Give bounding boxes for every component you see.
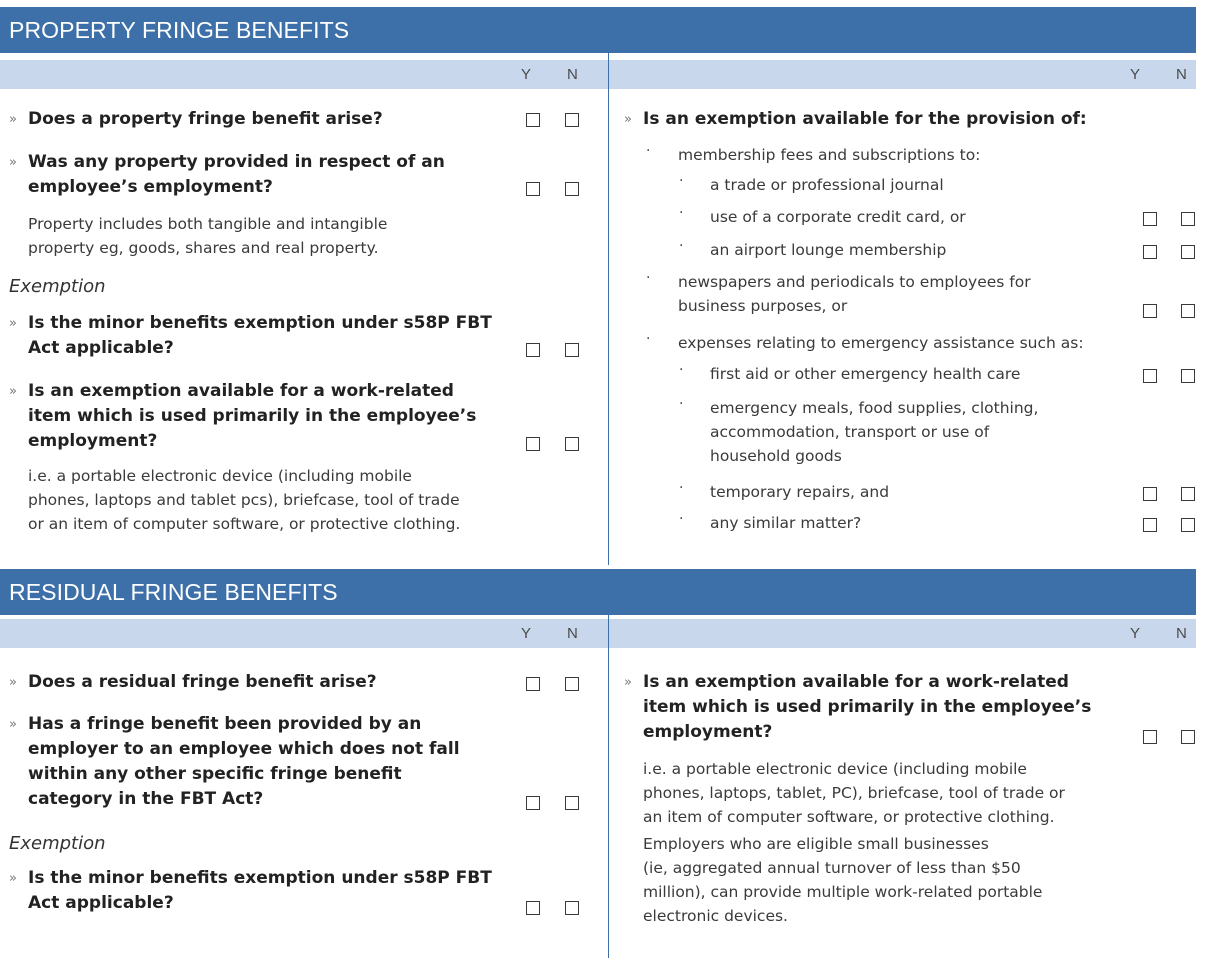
item-emergency-expenses: expenses relating to emergency assistance such as:: [678, 334, 1084, 352]
chevron-icon: »: [9, 675, 17, 690]
property-note: Property includes both tangible and intangible property eg, goods, shares and real property.: [28, 215, 388, 257]
checkbox-yes[interactable]: [526, 182, 540, 196]
bullet-icon: ·: [679, 511, 684, 527]
checkbox-yes[interactable]: [1143, 245, 1157, 259]
checkbox-no[interactable]: [1181, 212, 1195, 226]
item-similar-matter: any similar matter?: [710, 514, 862, 532]
checkbox-no[interactable]: [1181, 487, 1195, 501]
no-header-left: N: [567, 625, 578, 642]
chevron-icon: »: [624, 112, 632, 127]
item-first-aid: first aid or other emergency health care: [710, 365, 1021, 383]
chevron-icon: »: [9, 871, 17, 886]
chevron-icon: »: [9, 112, 17, 127]
question-property-provided: Was any property provided in respect of an employee’s employment?: [28, 152, 445, 197]
work-item-examples: i.e. a portable electronic device (including mobile phones, laptops, tablet, PC), briefcase, tool of trade or an item of computer software, or protective clothing.: [643, 760, 1065, 826]
checkbox-no[interactable]: [565, 113, 579, 127]
question-exemption-provision: Is an exemption available for the provision of:: [643, 109, 1087, 129]
checkbox-yes[interactable]: [526, 437, 540, 451]
checkbox-yes[interactable]: [526, 901, 540, 915]
question-residual-arise: Does a residual fringe benefit arise?: [28, 672, 377, 692]
checkbox-yes[interactable]: [526, 113, 540, 127]
question-work-related-item: Is an exemption available for a work-related item which is used primarily in the employee’s employment?: [28, 381, 477, 451]
no-header-right: N: [1176, 625, 1187, 642]
column-divider: [608, 53, 609, 565]
question-minor-benefits: Is the minor benefits exemption under s58P FBT Act applicable?: [28, 313, 492, 358]
exemption-heading: Exemption: [9, 833, 106, 854]
checkbox-no[interactable]: [565, 677, 579, 691]
checkbox-no[interactable]: [565, 796, 579, 810]
checkbox-yes[interactable]: [1143, 304, 1157, 318]
checkbox-yes[interactable]: [1143, 212, 1157, 226]
checkbox-no[interactable]: [565, 437, 579, 451]
checkbox-no[interactable]: [1181, 518, 1195, 532]
item-airport-lounge: an airport lounge membership: [710, 241, 947, 259]
no-header-left: N: [567, 66, 578, 83]
chevron-icon: »: [9, 384, 17, 399]
bullet-icon: ·: [679, 173, 684, 189]
item-temporary-repairs: temporary repairs, and: [710, 483, 890, 501]
section-title-property: PROPERTY FRINGE BENEFITS: [0, 7, 1196, 53]
checkbox-no[interactable]: [1181, 245, 1195, 259]
checkbox-no[interactable]: [1181, 304, 1195, 318]
bullet-icon: ·: [679, 205, 684, 221]
chevron-icon: »: [9, 316, 17, 331]
small-business-note: Employers who are eligible small businesses (ie, aggregated annual turnover of less than $50 million), can provide multiple work-related portable electronic devices.: [643, 835, 1043, 925]
item-membership-fees: membership fees and subscriptions to:: [678, 146, 981, 164]
checkbox-yes[interactable]: [1143, 518, 1157, 532]
chevron-icon: »: [624, 675, 632, 690]
bullet-icon: ·: [679, 362, 684, 378]
work-item-examples: i.e. a portable electronic device (including mobile phones, laptops and tablet pcs), briefcase, tool of trade or an item of computer software, or protective clothing.: [28, 467, 461, 533]
yes-header-left: Y: [521, 625, 532, 642]
item-emergency-meals: emergency meals, food supplies, clothing, accommodation, transport or use of household goods: [710, 399, 1039, 465]
question-residual-provided: Has a fringe benefit been provided by an employer to an employee which does not fall within any other specific fringe benefit category in the FBT Act?: [28, 714, 460, 809]
yes-header-right: Y: [1130, 66, 1141, 83]
question-property-arise: Does a property fringe benefit arise?: [28, 109, 383, 129]
yn-header-residual: [0, 619, 1196, 648]
checkbox-no[interactable]: [1181, 730, 1195, 744]
no-header-right: N: [1176, 66, 1187, 83]
checkbox-yes[interactable]: [1143, 369, 1157, 383]
question-work-related-item: Is an exemption available for a work-related item which is used primarily in the employee’s employment?: [643, 672, 1092, 742]
chevron-icon: »: [9, 717, 17, 732]
column-divider: [608, 612, 609, 958]
chevron-icon: »: [9, 155, 17, 170]
yes-header-right: Y: [1130, 625, 1141, 642]
item-credit-card: use of a corporate credit card, or: [710, 208, 966, 226]
item-newspapers: newspapers and periodicals to employees for business purposes, or: [678, 273, 1031, 315]
checkbox-yes[interactable]: [526, 343, 540, 357]
checkbox-no[interactable]: [565, 901, 579, 915]
item-trade-journal: a trade or professional journal: [710, 176, 944, 194]
exemption-heading: Exemption: [9, 276, 106, 297]
checkbox-no[interactable]: [1181, 369, 1195, 383]
yes-header-left: Y: [521, 66, 532, 83]
bullet-icon: ·: [679, 238, 684, 254]
question-minor-benefits: Is the minor benefits exemption under s58P FBT Act applicable?: [28, 868, 492, 913]
bullet-icon: ·: [646, 143, 651, 159]
checkbox-yes[interactable]: [526, 796, 540, 810]
section-title-residual: RESIDUAL FRINGE BENEFITS: [0, 569, 1196, 615]
bullet-icon: ·: [679, 480, 684, 496]
bullet-icon: ·: [646, 331, 651, 347]
checkbox-no[interactable]: [565, 343, 579, 357]
yn-header-property: [0, 60, 1196, 89]
bullet-icon: ·: [679, 396, 684, 412]
checkbox-yes[interactable]: [1143, 487, 1157, 501]
checkbox-yes[interactable]: [1143, 730, 1157, 744]
bullet-icon: ·: [646, 270, 651, 286]
checkbox-no[interactable]: [565, 182, 579, 196]
checkbox-yes[interactable]: [526, 677, 540, 691]
